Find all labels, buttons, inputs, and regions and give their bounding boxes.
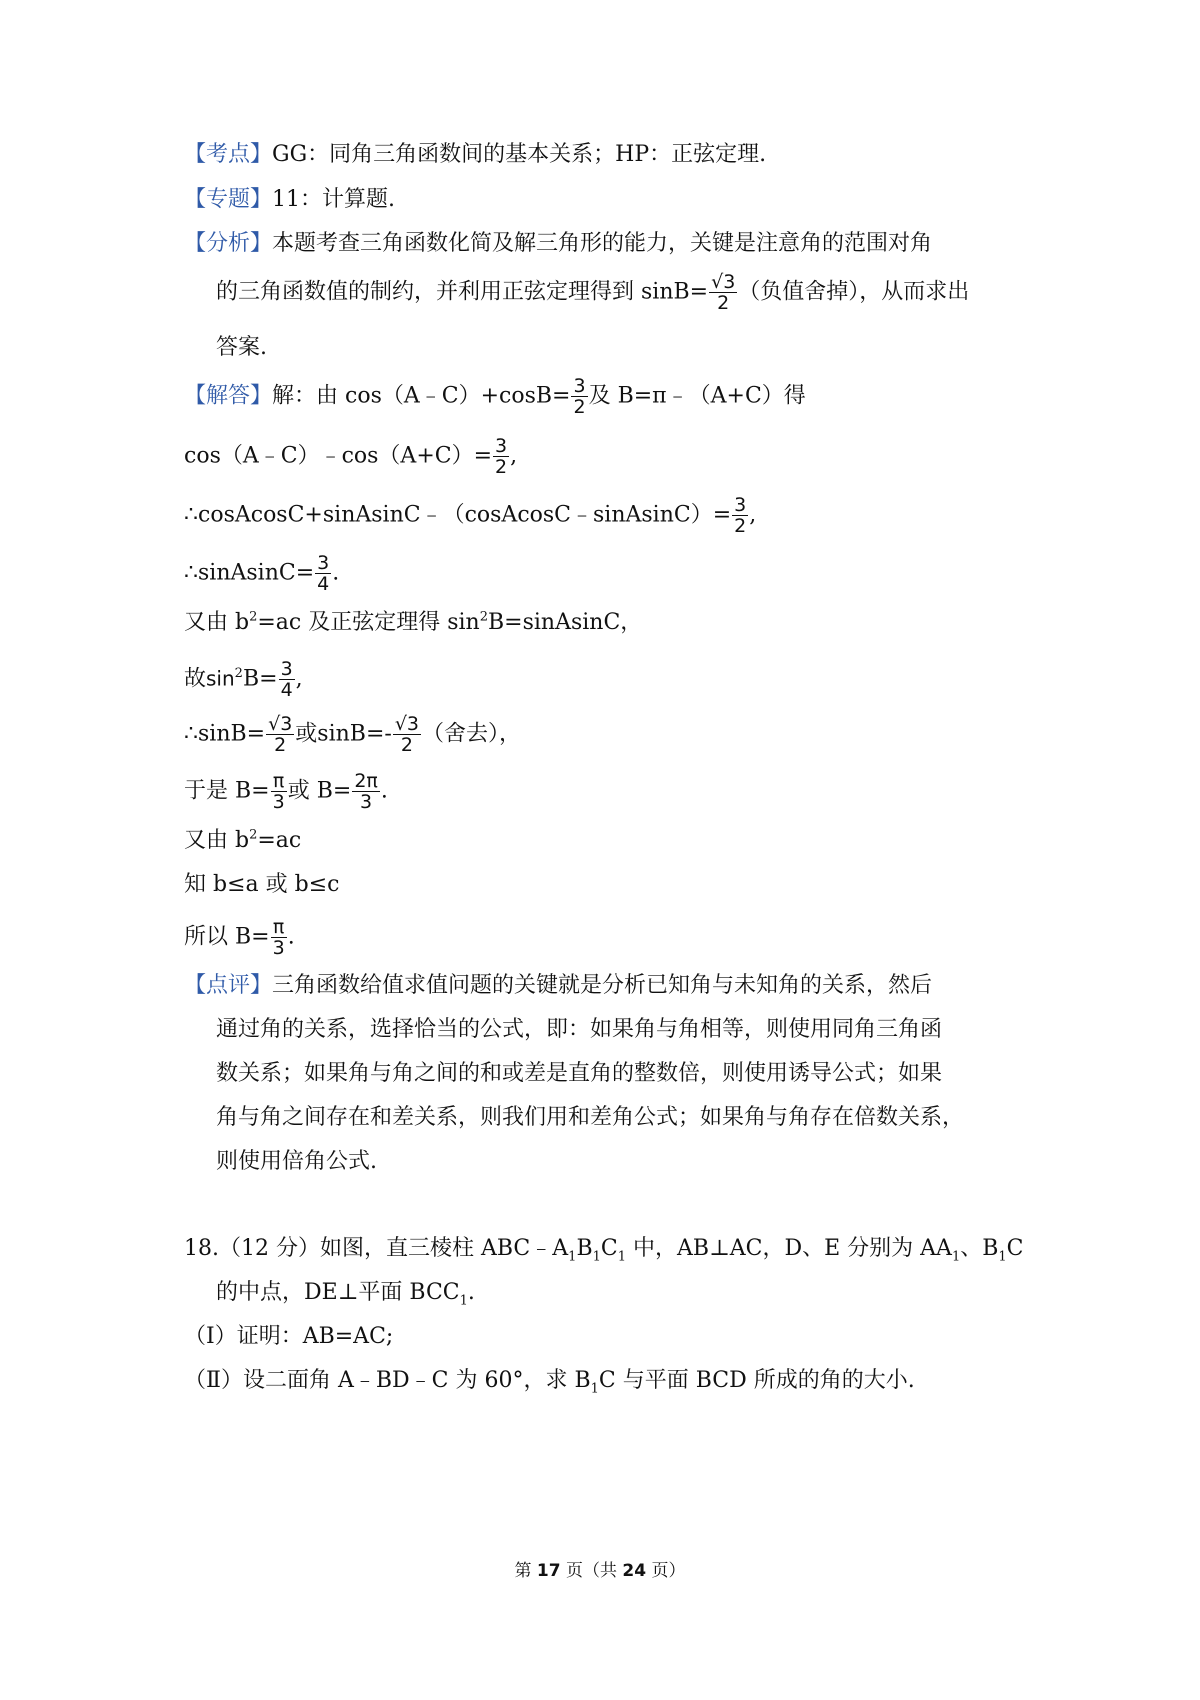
total-pages: 24 xyxy=(622,1561,647,1581)
jieda-text: . xyxy=(380,778,388,804)
fraction-numerator: 3 xyxy=(317,552,330,574)
dianping-line-3 xyxy=(216,1059,942,1089)
footer-text: 页） xyxy=(651,1561,686,1581)
question-18-part-1 xyxy=(184,1322,393,1352)
jieda-text: B=sinAsinC， xyxy=(488,610,643,635)
fraction-numerator: π xyxy=(272,770,285,792)
fraction-numerator: π xyxy=(272,916,285,938)
dianping-text: 通过角的关系，选择恰当的公式，即：如果角与角相等，则使用同角三角函 xyxy=(216,1017,943,1042)
fraction-numerator: 3 xyxy=(573,375,586,397)
dianping-line-2 xyxy=(216,1015,942,1045)
jieda-text: . xyxy=(287,924,295,950)
jieda-line-4 xyxy=(184,553,339,594)
jieda-line-11 xyxy=(184,917,295,958)
fraction xyxy=(571,376,587,417)
jieda-text: . xyxy=(332,560,340,586)
fraction xyxy=(709,272,737,313)
jieda-line-9 xyxy=(184,826,301,856)
subscript: 1 xyxy=(998,1249,1007,1265)
jieda-text: cos（A﹣C）﹣cos（A+C）= xyxy=(184,443,493,469)
kaodian-line xyxy=(184,140,766,170)
fraction-numerator: √3 xyxy=(268,713,293,735)
fenxi-line-2 xyxy=(216,272,969,313)
fraction-numerator: 3 xyxy=(495,435,508,457)
dianping-line-4 xyxy=(216,1103,964,1133)
page-footer xyxy=(0,1559,1200,1583)
jieda-line-8 xyxy=(184,771,388,812)
fraction-denominator: 2 xyxy=(734,515,747,537)
fraction-numerator: 3 xyxy=(280,658,293,680)
jieda-text: B= xyxy=(242,666,278,692)
fraction xyxy=(279,659,295,700)
fraction-numerator: √3 xyxy=(711,271,736,293)
jieda-text: 及 B=π﹣（A+C）得 xyxy=(588,383,806,409)
superscript: 2 xyxy=(249,609,258,625)
subscript: 1 xyxy=(590,1381,599,1397)
fraction-denominator: 3 xyxy=(272,791,285,813)
question-18-line-2 xyxy=(216,1278,475,1308)
question-18-line-1 xyxy=(184,1234,1024,1264)
subscript: 1 xyxy=(951,1249,961,1265)
fraction-denominator: 4 xyxy=(280,679,293,701)
jieda-line-2 xyxy=(184,436,517,477)
jieda-text: 或sinB=- xyxy=(295,721,392,747)
jieda-text: 于是 B= xyxy=(184,778,270,804)
jieda-text: =ac 及正弦定理得 sin xyxy=(257,610,480,635)
dianping-text: 数关系；如果角与角之间的和或差是直角的整数倍，则使用诱导公式；如果 xyxy=(216,1061,943,1086)
kaodian-text: GG：同角三角函数间的基本关系；HP：正弦定理. xyxy=(272,142,767,167)
jieda-line-10 xyxy=(184,870,339,900)
question-text: C xyxy=(600,1236,618,1261)
jieda-line-7 xyxy=(184,714,521,755)
question-text: 18.（12 分）如图，直三棱柱 ABC﹣A xyxy=(184,1236,569,1261)
fraction xyxy=(315,553,331,594)
fraction xyxy=(271,917,287,958)
jieda-text: 又由 b xyxy=(184,610,250,635)
jieda-text: , xyxy=(510,443,518,469)
jieda-text: , xyxy=(749,502,757,528)
fraction xyxy=(493,436,509,477)
question-text: C xyxy=(1006,1236,1024,1261)
question-text: . xyxy=(467,1280,475,1305)
jieda-text: 或 B= xyxy=(287,778,352,804)
fraction-denominator: 3 xyxy=(352,791,380,812)
question-18-part-2 xyxy=(184,1366,915,1396)
question-text: （Ⅱ）设二面角 A﹣BD﹣C 为 60°，求 B xyxy=(184,1368,591,1393)
zhuanti-text: 11：计算题. xyxy=(272,187,396,212)
jieda-text: （舍去）， xyxy=(422,721,522,747)
question-text: 中，AB⊥AC，D、E 分别为 AA xyxy=(626,1236,952,1261)
jieda-line-5 xyxy=(184,608,642,638)
jieda-line-1 xyxy=(184,376,806,417)
superscript: 2 xyxy=(479,609,488,625)
jieda-text: 所以 B= xyxy=(184,924,270,950)
jieda-text: ∴sinAsinC= xyxy=(184,560,315,586)
footer-text: 第 xyxy=(514,1561,532,1581)
dianping-line-1 xyxy=(184,971,932,1001)
zhuanti-line xyxy=(184,185,395,215)
superscript: 2 xyxy=(249,827,258,843)
fraction xyxy=(732,495,748,536)
fraction-numerator: √3 xyxy=(394,713,420,735)
kaodian-tag: 【考点】 xyxy=(184,142,273,167)
question-text: （Ⅰ）证明：AB=AC; xyxy=(184,1324,394,1349)
fraction-denominator: 3 xyxy=(272,937,285,959)
jieda-tag: 【解答】 xyxy=(184,383,273,409)
fenxi-text-2a: 的三角函数值的制约，并利用正弦定理得到 sinB= xyxy=(216,279,709,305)
dianping-text: 三角函数给值求值问题的关键就是分析已知角与未知角的关系，然后 xyxy=(272,973,933,998)
question-text: 、B xyxy=(960,1236,999,1261)
dianping-text: 则使用倍角公式. xyxy=(216,1149,377,1174)
superscript: 2 xyxy=(234,666,243,682)
fraction-denominator: 2 xyxy=(495,456,508,478)
jieda-text: , xyxy=(295,666,303,692)
dianping-line-5 xyxy=(216,1147,377,1177)
fraction xyxy=(393,714,421,755)
fenxi-text-2b: （负值舍掉），从而求出 xyxy=(738,279,970,305)
subscript: 1 xyxy=(617,1249,627,1265)
fraction xyxy=(271,771,287,812)
fraction-denominator: 2 xyxy=(266,734,294,755)
subscript: 1 xyxy=(592,1249,601,1265)
jieda-text: ∴sinB= xyxy=(184,721,266,747)
dianping-tag: 【点评】 xyxy=(184,973,273,998)
fraction-denominator: 2 xyxy=(573,396,586,418)
jieda-line-3 xyxy=(184,495,756,536)
question-text: B xyxy=(576,1236,593,1261)
fenxi-line-1 xyxy=(184,229,932,259)
fenxi-tag: 【分析】 xyxy=(184,231,273,256)
fenxi-line-3 xyxy=(216,333,267,363)
fraction xyxy=(266,714,294,755)
dianping-text: 角与角之间存在和差关系，则我们用和差角公式；如果角与角存在倍数关系， xyxy=(216,1105,965,1130)
zhuanti-tag: 【专题】 xyxy=(184,187,273,212)
question-text: C 与平面 BCD 所成的角的大小. xyxy=(598,1368,915,1393)
jieda-text: =ac xyxy=(257,828,302,853)
jieda-text: sin xyxy=(206,666,235,691)
subscript: 1 xyxy=(459,1293,468,1309)
jieda-text: 解：由 cos（A﹣C）+cosB= xyxy=(272,383,571,409)
fraction-denominator: 4 xyxy=(317,573,330,595)
fenxi-text-1: 本题考查三角函数化简及解三角形的能力，关键是注意角的范围对角 xyxy=(272,231,933,256)
jieda-text: 又由 b xyxy=(184,828,250,853)
jieda-text: 故 xyxy=(184,666,207,692)
question-text: 的中点，DE⊥平面 BCC xyxy=(216,1280,460,1305)
fraction-denominator: 2 xyxy=(393,734,421,755)
fraction-numerator: 3 xyxy=(734,494,747,516)
jieda-line-6 xyxy=(184,659,303,700)
fraction-denominator: 2 xyxy=(709,292,737,313)
jieda-text: ∴cosAcosC+sinAsinC﹣（cosAcosC﹣sinAsinC）= xyxy=(184,502,732,528)
subscript: 1 xyxy=(568,1249,577,1265)
page-number: 17 xyxy=(536,1561,561,1581)
footer-text: 页（共 xyxy=(566,1561,617,1581)
fraction xyxy=(352,771,380,812)
fenxi-text-3: 答案. xyxy=(216,335,267,360)
jieda-text: 知 b≤a 或 b≤c xyxy=(184,872,340,897)
fraction-numerator: 2π xyxy=(354,770,378,792)
